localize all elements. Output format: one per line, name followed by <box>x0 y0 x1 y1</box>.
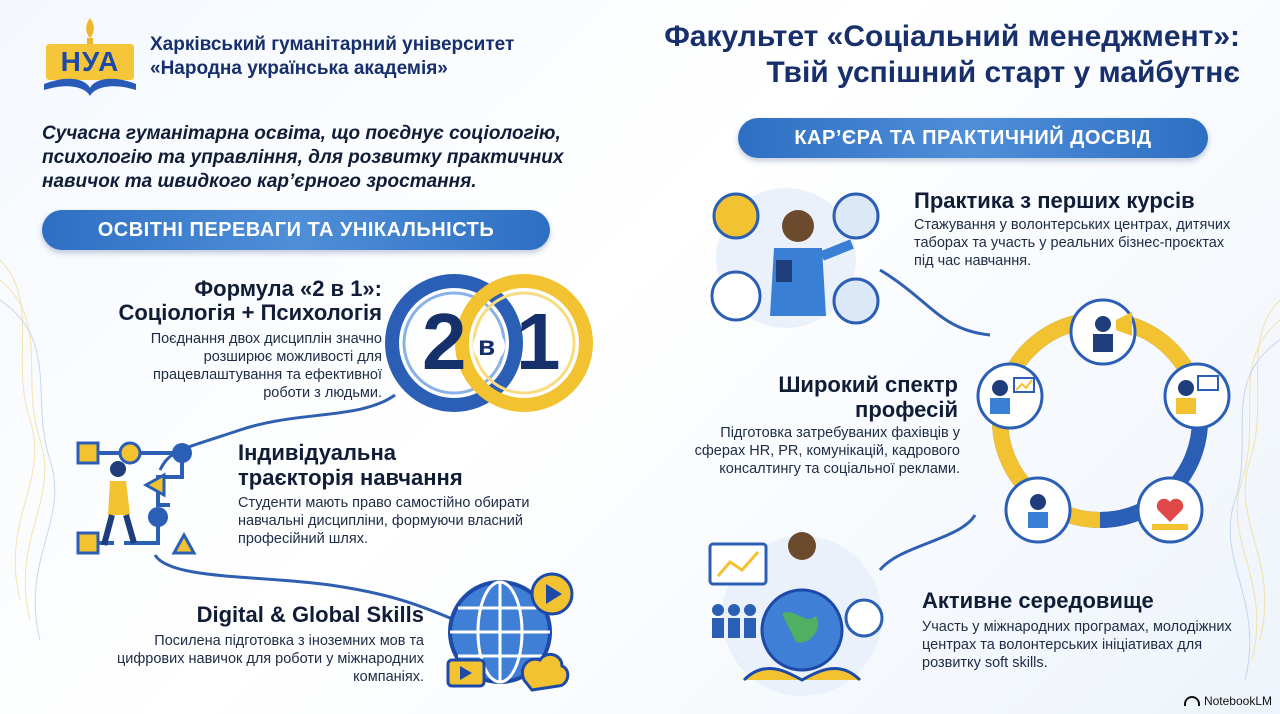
left-item2-title-line1: Індивідуальна <box>238 440 396 465</box>
two-in-one-badge <box>384 268 594 418</box>
right-item1-title: Практика з перших курсів <box>914 188 1195 213</box>
book-icon <box>44 79 136 96</box>
brain-icon <box>522 654 567 690</box>
university-name-line2: «Народна українська академія» <box>150 58 448 79</box>
right-item2-text: Підготовка затребуваних фахівців у сферах HR, PR, комунікацій, кадрового консалтингу та соціальної реклами. <box>694 425 960 477</box>
left-item1-title-line2: Соціологія + Психологія <box>118 300 382 325</box>
university-logo <box>40 14 140 100</box>
badge-word-v: в <box>478 330 496 361</box>
right-section-heading: КАР’ЄРА ТА ПРАКТИЧНИЙ ДОСВІД <box>738 118 1208 158</box>
university-name-line1: Харківський гуманітарний університет <box>150 34 515 55</box>
right-item2-title-line2: професій <box>855 397 958 422</box>
right-item1-text: Стажування у волонтерських центрах, дитячих таборах та участь у реальних бізнес-проєктах під час навчання. <box>914 217 1231 269</box>
logo-text: НУА <box>60 46 120 77</box>
environment-illustration <box>704 530 900 702</box>
left-item1-title-line1: Формула «2 в 1»: <box>194 276 382 301</box>
notebooklm-watermark <box>1184 694 1272 708</box>
right-item3-text: Участь у міжнародних програмах, молодіжних центрах та волонтерських ініціативах для розвитку soft skills. <box>922 619 1232 671</box>
page-title-line1: Факультет «Соціальний менеджмент»: <box>664 20 1240 53</box>
badge-number-1: 1 <box>516 297 561 386</box>
careers-ring <box>960 290 1240 550</box>
badge-number-2: 2 <box>422 297 467 386</box>
left-item1-text: Поєднання двох дисциплін значно розширює можливості для працевлаштування та ефективної роботи з людьми. <box>150 331 382 401</box>
teacher-icon <box>1165 364 1229 428</box>
right-item3-title: Активне середовище <box>922 588 1154 613</box>
chart-icon <box>978 364 1042 428</box>
page-title-line2: Твій успішний старт у майбутнє <box>766 56 1240 89</box>
path-icon <box>74 435 204 565</box>
left-item2-title-line2: траєкторія навчання <box>238 465 463 490</box>
intro-text: Сучасна гуманітарна освіта, що поєднує соціологію, психологію та управління, для розвитку практичних навичок та швидкого кар’єрного зростання. <box>42 123 564 192</box>
notebooklm-icon <box>1184 696 1200 706</box>
globe-digital-icon <box>442 570 577 700</box>
left-item3-text: Посилена підготовка з іноземних мов та цифрових навичок для роботи у міжнародних компаніях. <box>116 633 424 685</box>
left-item3-title-line1: Digital & Global Skills <box>196 602 424 627</box>
practice-illustration <box>706 176 896 336</box>
left-section-heading: ОСВІТНІ ПЕРЕВАГИ ТА УНІКАЛЬНІСТЬ <box>42 210 550 250</box>
left-item2-text: Студенти мають право самостійно обирати навчальні дисципліни, формуючи власний професійний шлях. <box>238 495 530 547</box>
right-item2-title-line1: Широкий спектр <box>778 372 958 397</box>
footer-brand: NotebookLM <box>1203 694 1272 708</box>
